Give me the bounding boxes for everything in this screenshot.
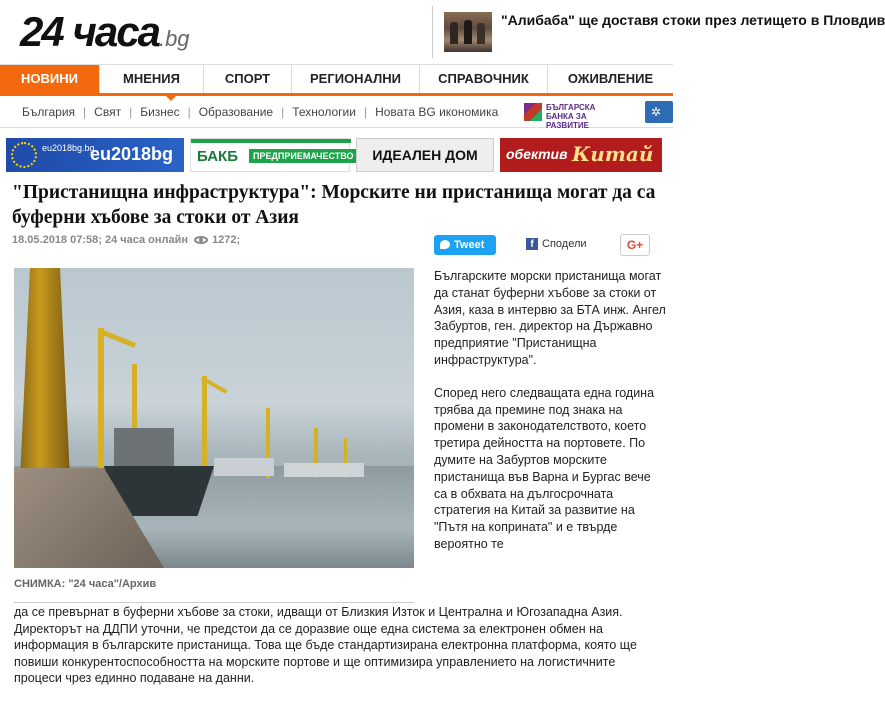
bbr-star-icon: ✲ bbox=[651, 105, 662, 119]
banner-bakb[interactable] bbox=[190, 138, 354, 172]
china-label-a: обектив bbox=[506, 146, 568, 162]
facebook-share-label: Сподели bbox=[542, 238, 587, 250]
article-photo[interactable] bbox=[14, 268, 414, 568]
nav-item-news[interactable]: НОВИНИ bbox=[0, 65, 100, 93]
facebook-share-button[interactable] bbox=[526, 236, 587, 254]
article-paragraph-2-continued: да се превърнат в буферни хъбове за стоки, идващи от Близкия Изток и Централна и Югозападна Азия. Директорът на ДДПИ уточни, че предстои да се доразвие още една система за електронен обмен на информация в българските пристанища. Това ще бъде стандартизирана електронна платформа, която ще повиши конкурентоспособността на морските портове и ще оптимизира управлението на логистичните процеси чрез единно подаване на данни. bbox=[14, 605, 637, 686]
subnav-item-business[interactable]: Бизнес bbox=[140, 105, 180, 119]
logo-domain: .bg bbox=[158, 26, 190, 51]
nav-item-directory[interactable]: СПРАВОЧНИК bbox=[420, 65, 548, 93]
logo-main: 24 часа bbox=[20, 8, 159, 55]
twitter-bird-icon bbox=[440, 240, 450, 249]
banner-china[interactable] bbox=[500, 138, 662, 172]
subnav-item-bulgaria[interactable]: България bbox=[22, 105, 76, 119]
article-paragraph-2: Според него следващата една година трябва да премине под знака на промени в законодателството, което третира дейността на портовете. По думите на Забуртов морските пристанища във Варна и Бургас вече са в обхвата на дългосрочната стратегия на Китай за развитие на "Пътя на коприната" и е твърде вероятно те bbox=[434, 385, 655, 551]
nav-item-sport[interactable]: СПОРТ bbox=[204, 65, 292, 93]
bakb-label: БАКБ bbox=[197, 148, 238, 165]
main-nav bbox=[0, 64, 673, 96]
eu-big-label: eu2018bg bbox=[90, 144, 174, 164]
eu-small-label: eu2018bg.bg bbox=[42, 143, 95, 153]
site-logo[interactable] bbox=[20, 8, 240, 56]
subnav-item-technology[interactable]: Технологии bbox=[292, 105, 356, 119]
subnav-item-new-economy[interactable]: Новата BG икономика bbox=[375, 105, 499, 119]
photo-credit-divider bbox=[14, 602, 414, 603]
tweet-button[interactable] bbox=[434, 235, 496, 255]
photo-credit: СНИМКА: "24 часа"/Архив bbox=[14, 578, 157, 590]
sub-nav: България | Свят | Бизнес | Образование | Технологии | Новата BG икономика bbox=[0, 98, 673, 128]
article-date-source: 18.05.2018 07:58; 24 часа онлайн bbox=[12, 234, 189, 246]
nav-item-opinions[interactable]: МНЕНИЯ bbox=[100, 65, 204, 93]
top-story-headline[interactable]: "Алибаба" ще доставя стоки през летището в Пловдив bbox=[501, 12, 885, 28]
top-story-thumbnail[interactable] bbox=[444, 12, 492, 52]
china-label-b: Китай bbox=[572, 142, 654, 166]
nav-item-regional[interactable]: РЕГИОНАЛНИ bbox=[292, 65, 420, 93]
article-title: "Пристанищна инфраструктура": Морските ни пристанища могат да са буферни хъбове за стоки от Азия bbox=[12, 182, 656, 228]
subnav-item-education[interactable]: Образование bbox=[198, 105, 274, 119]
banner-ideal-home[interactable]: ИДЕАЛЕН ДОМ bbox=[356, 138, 494, 172]
eye-icon bbox=[194, 236, 208, 244]
bbr-sponsor-logo[interactable] bbox=[524, 101, 620, 130]
nav-item-entertainment[interactable]: ОЖИВЛЕНИЕ bbox=[567, 71, 654, 86]
header-divider bbox=[432, 6, 433, 58]
facebook-icon: f bbox=[526, 238, 538, 250]
banner-eu2018[interactable] bbox=[6, 138, 184, 172]
eu-stars-icon bbox=[11, 142, 37, 168]
article-paragraph-1: Българските морски пристанища могат да станат буферни хъбове за стоки от Азия, каза в интервю за БТА инж. Ангел Забуртов, ген. директор на Държавно предприятие "Пристанищна инфраструктура". bbox=[434, 269, 666, 367]
article-views: 1272; bbox=[212, 234, 241, 246]
article-body-column bbox=[434, 268, 666, 569]
bakb-pill: ПРЕДПРИЕМАЧЕСТВО bbox=[249, 149, 358, 163]
tweet-label: Tweet bbox=[454, 239, 485, 251]
subnav-item-world[interactable]: Свят bbox=[94, 105, 122, 119]
bbr-sponsor-logo-2[interactable] bbox=[645, 101, 673, 123]
bbr-sponsor-text: БЪЛГАРСКА БАНКА ЗА РАЗВИТИЕ bbox=[546, 103, 596, 130]
bbr-logo-icon bbox=[524, 103, 542, 121]
partner-banners bbox=[6, 138, 668, 174]
article-meta bbox=[12, 234, 240, 246]
google-plus-button[interactable]: G+ bbox=[620, 234, 650, 256]
